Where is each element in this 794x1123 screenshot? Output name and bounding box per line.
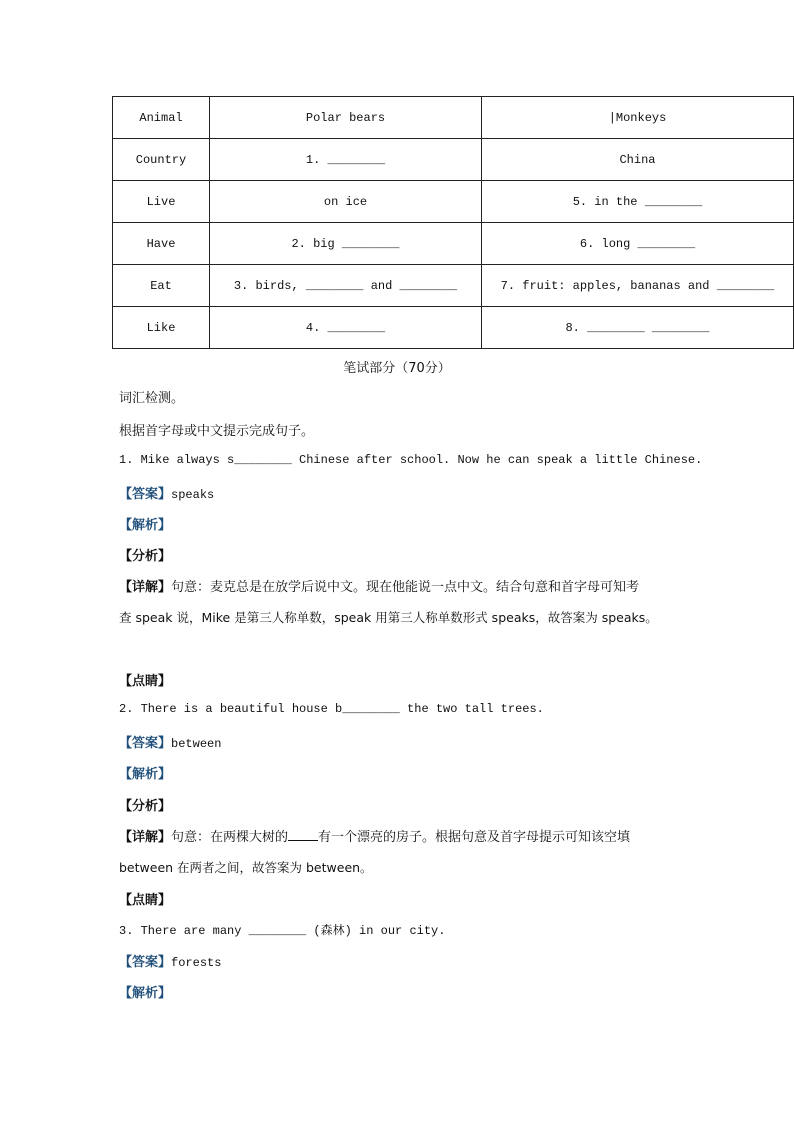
question-1: 1. Mike always s________ Chinese after school. Now he can speak a little Chinese. xyxy=(119,453,703,467)
detail-tag: 【详解】 xyxy=(119,580,172,595)
table-row xyxy=(113,265,794,307)
question-3: 3. There are many ________ (森林) in our city. xyxy=(119,924,446,938)
table-cell: 2. big ________ xyxy=(210,223,482,265)
answer-tag: 【答案】 xyxy=(119,955,172,970)
row-header-cell: Animal xyxy=(113,97,210,139)
table-row xyxy=(113,97,794,139)
q2-detail-line-2: between 在两者之间，故答案为 between。 xyxy=(119,860,373,875)
fenxi-tag: 【分析】 xyxy=(119,799,172,814)
analysis-tag: 【解析】 xyxy=(119,986,172,1001)
table-row xyxy=(113,223,794,265)
table-row xyxy=(113,139,794,181)
detail-text-b: 有一个漂亮的房子。根据句意及首字母提示可知该空填 xyxy=(318,830,631,845)
answer-value: speaks xyxy=(171,488,215,502)
detail-text-a: 句意：在两棵大树的 xyxy=(171,830,289,845)
row-header-cell: Live xyxy=(113,181,210,223)
row-header-cell: Country xyxy=(113,139,210,181)
table-cell: |Monkeys xyxy=(482,97,794,139)
dianjing-tag: 【点睛】 xyxy=(119,674,172,689)
row-header-cell: Like xyxy=(113,307,210,349)
animal-comparison-table xyxy=(112,96,794,349)
table-cell: 4. ________ xyxy=(210,307,482,349)
table-cell: Polar bears xyxy=(210,97,482,139)
table-row xyxy=(113,307,794,349)
q1-answer-line xyxy=(119,483,214,502)
table-cell: 1. ________ xyxy=(210,139,482,181)
detail-tag: 【详解】 xyxy=(119,830,172,845)
analysis-tag: 【解析】 xyxy=(119,518,172,533)
q2-answer-line xyxy=(119,732,221,751)
answer-value: forests xyxy=(171,956,222,970)
dianjing-tag: 【点睛】 xyxy=(119,893,172,908)
blank-underline xyxy=(288,829,318,841)
answer-value: between xyxy=(171,737,222,751)
answer-tag: 【答案】 xyxy=(119,487,172,502)
instruction-text: 根据首字母或中文提示完成句子。 xyxy=(119,424,315,439)
row-header-cell: Eat xyxy=(113,265,210,307)
table-cell: 7. fruit: apples, bananas and ________ xyxy=(482,265,794,307)
question-2: 2. There is a beautiful house b________ the two tall trees. xyxy=(119,702,544,716)
table-cell: 6. long ________ xyxy=(482,223,794,265)
table-cell: 3. birds, ________ and ________ xyxy=(210,265,482,307)
q3-answer-line xyxy=(119,951,221,970)
q2-detail-line-1 xyxy=(119,826,630,845)
table-row xyxy=(113,181,794,223)
row-header-cell: Have xyxy=(113,223,210,265)
vocab-heading: 词汇检测。 xyxy=(119,391,185,406)
answer-tag: 【答案】 xyxy=(119,736,172,751)
q1-detail-line-2: 查 speak 说，Mike 是第三人称单数，speak 用第三人称单数形式 speaks，故答案为 speaks。 xyxy=(119,610,658,625)
detail-text: 句意：麦克总是在放学后说中文。现在他能说一点中文。结合句意和首字母可知考 xyxy=(171,580,640,595)
table-cell: 5. in the ________ xyxy=(482,181,794,223)
q1-detail-line-1 xyxy=(119,576,639,595)
table-cell: on ice xyxy=(210,181,482,223)
fenxi-tag: 【分析】 xyxy=(119,549,172,564)
analysis-tag: 【解析】 xyxy=(119,767,172,782)
table-cell: China xyxy=(482,139,794,181)
section-title: 笔试部分（70分） xyxy=(343,361,451,376)
table-cell: 8. ________ ________ xyxy=(482,307,794,349)
